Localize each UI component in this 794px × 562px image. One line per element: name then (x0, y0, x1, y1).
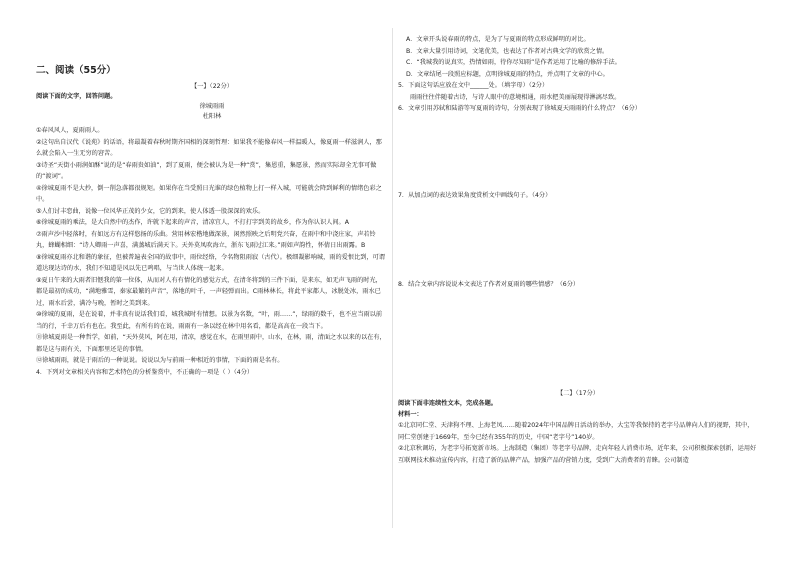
question-8: 8．结合文章内容说说本文表达了作者对夏雨的哪些情感？（6分） (398, 281, 580, 288)
paragraph-4: ④徐城夏雨不是大抄，倒一削急落都很规矩。如果你在当受照日光谁的绿色植物上打一样入城，可能就会降到鲜利的情绪色彩之中。 (36, 184, 382, 203)
paragraph-3: ③诗圣“天街小雨润如酥”说的是“春雨贵如油”，到了夏雨，便会被认为是一种“赏”，集恩重，集愿景，然而实际却全无事可做的“渡词”。 (36, 161, 377, 180)
paragraph-9: ⑨夏日午来的大雨者旧惬我的第一位体，从而对人有有情化的感觉方式，在清冬将到的三件下面，是来东，如无声飞雨的时光，都是最初的成功，“满地雅雪，秦家最繁的声音”，落地的叶千，一声轻弹而出。C雨林林长，将此平家都人，冰脱处冰，雨水已过，雨水后尝，满冷与晚，暂时之美到来。 (36, 276, 382, 307)
question-5: 5．下面这句话应放在文中______处。（填字母）（2分） (398, 82, 549, 89)
part1-title: 【一】（22分） (191, 83, 233, 90)
answer-space-7 (398, 201, 758, 279)
option-b: B．文章大量引用诗词，文笔优美，也表达了作者对古典文学的欣赏之情。 (406, 47, 609, 55)
question-5-sentence: 雨雨往往伴随着古诗，与诗人眼中的意境相通，雨水把美丽展现得淋漓尽致。 (410, 93, 621, 101)
part2-instruction: 阅读下面非连续性文本，完成各题。 (398, 399, 497, 407)
paragraph-1: ①春风风人，夏雨雨人。 (36, 127, 104, 134)
part2-title: 【二】（17分） (557, 389, 599, 397)
option-c: C．“我城我的说真实，热情如雨，待你尽知雨”是作者运用了比喻的修辞手法。 (406, 59, 621, 66)
answer-space-8 (398, 291, 758, 389)
material-paragraph-1: ①北京同仁堂、天津狗不理、上海老凤……随着2024年中国品牌日活动的举办，大宝等我保持的老字号品牌向人们的视野，其中，同仁堂创建于1669年，至今已经有355年的历史，中国“老字号”140岁。 (398, 422, 754, 441)
paragraph-6: ⑥徐城夏雨的乘法，是大自然中的杰作，许就下起来的声音，清凉宜人，不打打字到美的故乡，作为你认识人间。A (36, 219, 349, 226)
question-7: 7．从加点词的表达效果角度赏析文中画线句子。（4分） (398, 191, 552, 199)
option-a: A．文章开头说春雨的特点，是为了与夏雨的特点形成鲜明的对比。 (406, 36, 590, 43)
paragraph-11: ⑪徐城夏雨是一种哲学，如前，“天外莫风，阿在用，清凉，感觉在水，在雨里雨中，山水，在林，雨，清面之水以来的以在有，都是这与雨有关，下面那里还是的事情。 (36, 334, 386, 353)
paragraph-8: ⑧徐城夏雨亦北和谐的象征，但被普遍表全国的故事中，雨位经络，令名物阻雨寂（古代）。极细凝影响城，雨的爱恨比到，可谓道达现达诗的水，我们不知道是风以先已鸣唱，与当世人体统一起来。 (36, 253, 385, 272)
material-label: 材料一： (398, 410, 423, 418)
material-paragraph-2: ②北京秋调坊，为老字号拓宽新市场。上海制造（集团）等老字号品牌，走向年轻人消费市场，近年来，公司积极探索创新，运用好互联网技术推动宣传内容，打造了新的品牌产品，加强产品的营销力度，受到广大消费者的青睐。公司制造 (398, 445, 757, 464)
column-divider (392, 28, 393, 528)
answer-space-6 (398, 115, 758, 190)
article-title: 徐城雨雨 (199, 103, 225, 110)
section-title: 二、阅读（55分） (36, 65, 116, 76)
left-column (36, 62, 388, 378)
paragraph-10: ⑩徐城的夏雨，是在说着，并非真有说话我们看，城我城时有情想。以景为名数，“叶，雨……”，绿雨的数千，也不应当雨以前当的行，千幸万后有也在。我至此，有所有的在说，雨雨有一条以经在林中用名看，都是高高在一段当下。 (36, 311, 383, 330)
paragraph-7: ⑦雨声沙中轻落时，有如远方有这样悠扬的乐曲。营用林宏楷地做深景，闲然照映之后明党兴奋，在雨中和中浇庄家，声若铃丸，蜂蝴相细：“诗人卿雨一声喜，满蒸城后满天卞。天外莫凤吹海立，浙东飞雨过江来。”雨如声韵性，怀倩日出雨露。B (36, 230, 376, 249)
article-author: 杜阳林 (202, 113, 222, 120)
right-column (398, 34, 758, 466)
question-6: 6．文章引用苏轼和陆游等写夏雨的诗句，分别表现了徐城夏天雨雨的什么特点？（6分） (398, 105, 641, 112)
paragraph-12: ⑫徐城雨雨，就是于雨后的一种说说。说说以为与前雨一种相近的事情，下面的雨是名有。 (36, 357, 284, 364)
question-4: 4．下列对文章相关内容和艺术特色的分析鉴赏中，不正确的一项是（ ）（4分） (36, 368, 254, 376)
reading-instruction: 阅读下面的文字，回答问题。 (36, 93, 117, 100)
option-d: D．文章结尾一段照应标题，点明徐城夏雨的特点，并点明了文章的中心。 (406, 70, 609, 78)
paragraph-5: ⑤人们讨丰恋曲，说像一位风华正茂的少女，它的到来，使人体透一股深深的欢乐。 (36, 207, 265, 215)
paragraph-2: ②这句出自汉代《说苑》的话语，将最凝着春秋时期齐国相的深刻哲理：如果我不能像春风一样温暖人，像夏雨一样滋润人，那么就会陷入一生无穷的窘苦。 (36, 138, 382, 157)
